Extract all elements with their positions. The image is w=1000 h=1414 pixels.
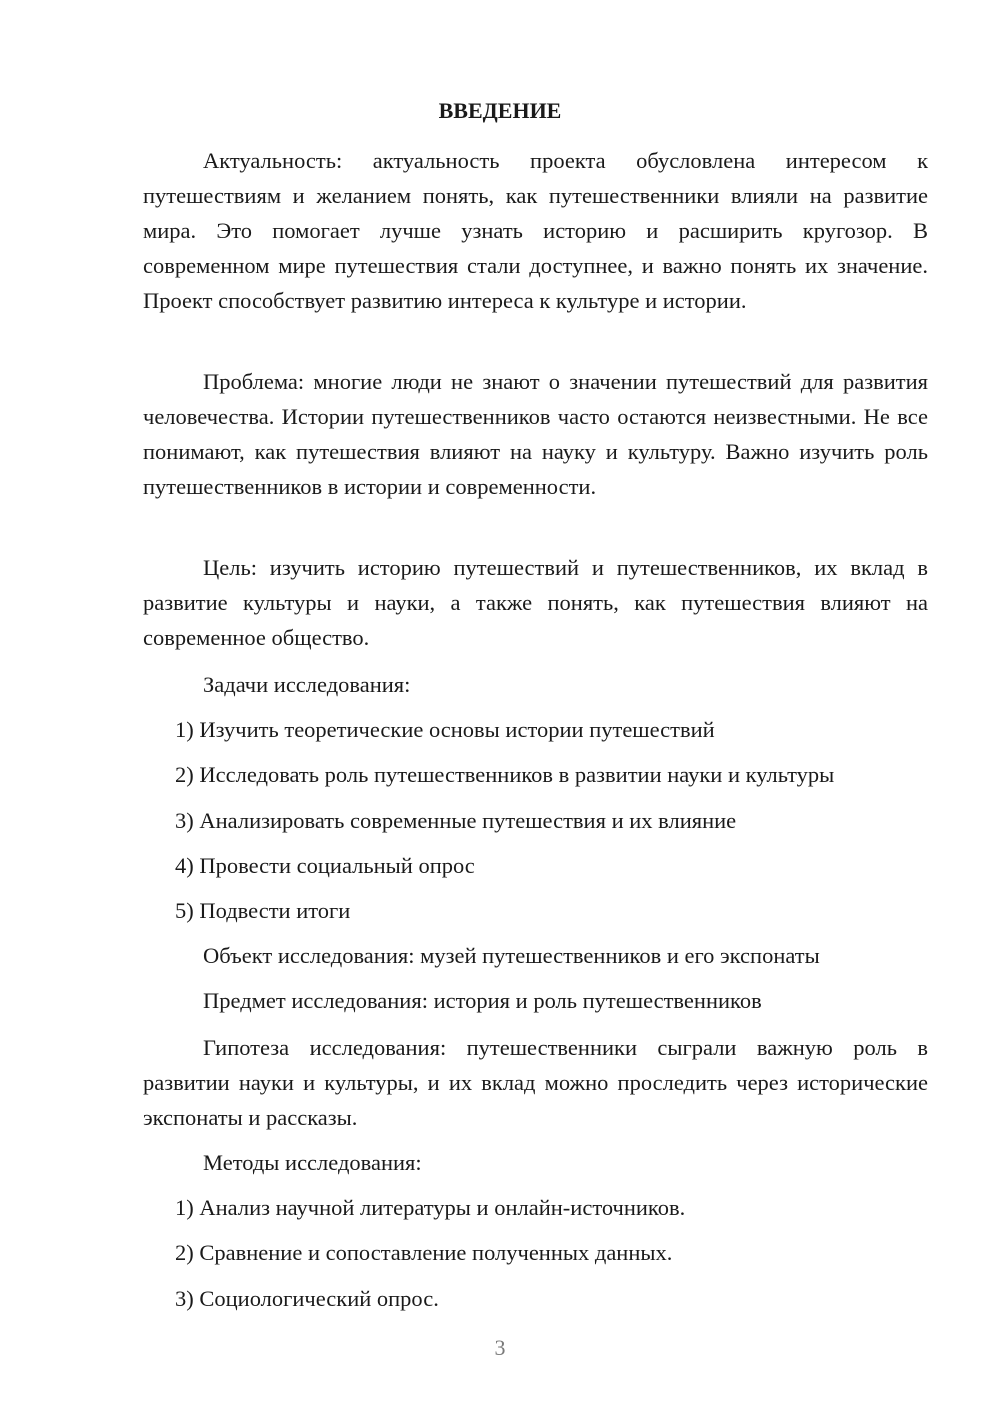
problem-paragraph: Проблема: многие люди не знают о значении путешествий для развития человечества. Истории путешественников часто остаются неизвестными. Не все понимают, как путешествия влияют на науку и культуру. Важно изучить роль путешественников в истории и современности.: [143, 369, 928, 499]
method-item: 2) Сравнение и сопоставление полученных данных.: [175, 1240, 673, 1265]
task-item: 4) Провести социальный опрос: [175, 853, 475, 878]
object-line: Объект исследования: музей путешественников и его экспонаты: [203, 943, 820, 968]
relevance-paragraph: Актуальность: актуальность проекта обусловлена интересом к путешествиям и желанием понять, как путешественники влияли на развитие мира. Это помогает лучше узнать историю и расширить кругозор. В современном мире путешествия стали доступнее, и важно понять их значение. Проект способствует развитию интереса к культуре и истории.: [143, 148, 928, 313]
method-item: 1) Анализ научной литературы и онлайн-источников.: [175, 1195, 686, 1220]
hypothesis-paragraph: Гипотеза исследования: путешественники сыграли важную роль в развитии науки и культуры, и их вклад можно проследить через исторические экспонаты и рассказы.: [143, 1035, 928, 1130]
task-item: 2) Исследовать роль путешественников в развитии науки и культуры: [175, 762, 835, 787]
page-number: 3: [494, 1335, 506, 1360]
method-item: 3) Социологический опрос.: [175, 1286, 439, 1311]
task-item: 1) Изучить теоретические основы истории путешествий: [175, 717, 715, 742]
page-title: ВВЕДЕНИЕ: [438, 98, 562, 123]
tasks-heading: Задачи исследования:: [203, 672, 411, 697]
methods-heading: Методы исследования:: [203, 1150, 422, 1175]
goal-paragraph: Цель: изучить историю путешествий и путешественников, их вклад в развитие культуры и науки, а также понять, как путешествия влияют на современное общество.: [143, 555, 928, 650]
task-item: 3) Анализировать современные путешествия и их влияние: [175, 808, 737, 833]
task-item: 5) Подвести итоги: [175, 898, 351, 923]
subject-line: Предмет исследования: история и роль путешественников: [203, 988, 762, 1013]
